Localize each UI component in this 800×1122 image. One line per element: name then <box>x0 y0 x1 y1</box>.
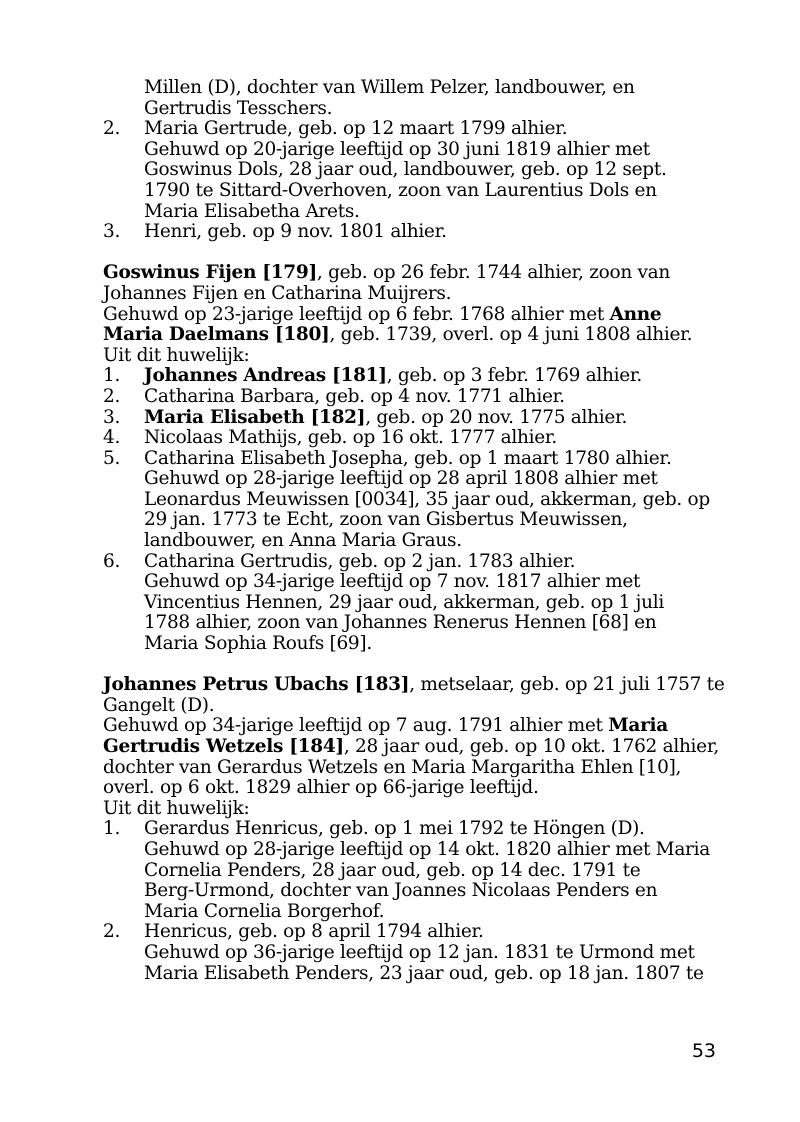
text-line: Catharina Elisabeth Josepha, geb. op 1 maart 1780 alhier. <box>144 447 672 469</box>
text-span: Gehuwd op 23-jarige leeftijd op 6 febr. 1768 alhier met <box>103 303 610 325</box>
child-item <box>103 119 703 222</box>
text-line: Berg-Urmond, dochter van Joannes Nicolaas Penders en <box>144 880 658 902</box>
child-item <box>103 428 703 449</box>
text-span: , geb. op 20 nov. 1775 alhier. <box>365 406 628 428</box>
marriage-children-heading: Uit dit huwelijk: <box>103 344 250 366</box>
text-line: Catharina Barbara, geb. op 4 nov. 1771 alhier. <box>144 385 565 407</box>
text-line: Maria Cornelia Borgerhof. <box>144 900 385 922</box>
child-item <box>103 408 703 429</box>
text-line: Catharina Gertrudis, geb. op 2 jan. 1783 alhier. <box>144 550 576 572</box>
text-line: 1788 alhier, zoon van Johannes Renerus Hennen [68] en <box>144 612 657 634</box>
text-span: , metselaar, geb. op 21 juli 1757 te <box>409 674 725 696</box>
child-item <box>103 366 703 387</box>
child-item <box>103 922 703 984</box>
item-number: 2. <box>103 385 121 407</box>
text-line: Gehuwd op 36-jarige leeftijd op 12 jan. 1831 te Urmond met <box>144 941 695 963</box>
text-line: Gehuwd op 28-jarige leeftijd op 28 april 1808 alhier met <box>144 468 658 490</box>
text-line: Gehuwd op 34-jarige leeftijd op 7 nov. 1817 alhier met <box>144 571 641 593</box>
text-line: Gerardus Henricus, geb. op 1 mei 1792 te Höngen (D). <box>144 818 645 840</box>
text-line: Henri, geb. op 9 nov. 1801 alhier. <box>144 221 447 243</box>
person-entry-goswinus <box>103 262 710 655</box>
item-number: 2. <box>103 118 121 140</box>
text-span: , geb. op 26 febr. 1744 alhier, zoon van <box>316 262 671 284</box>
child-name: Johannes Andreas [181] <box>144 365 387 387</box>
text-span: , geb. 1739, overl. op 4 juni 1808 alhier. <box>329 324 693 346</box>
item-number: 3. <box>103 221 121 243</box>
continued-entry <box>103 78 703 119</box>
text-line: Nicolaas Mathijs, geb. op 16 okt. 1777 alhier. <box>144 427 557 449</box>
spouse-name: Gertrudis Wetzels [184] <box>103 736 344 757</box>
person-entry-johannes <box>103 674 725 984</box>
text-line: Maria Elisabetha Arets. <box>144 200 360 222</box>
spouse-name: Anne <box>609 303 662 325</box>
text-line: Leonardus Meuwissen [0034], 35 jaar oud, akkerman, geb. op <box>144 488 710 510</box>
text-line: Gertrudis Tesschers. <box>144 97 333 119</box>
child-name: Maria Elisabeth [182] <box>144 406 366 428</box>
text-line: Gehuwd op 20-jarige leeftijd op 30 juni 1819 alhier met <box>144 138 650 160</box>
text-line: Cornelia Penders, 28 jaar oud, geb. op 14 dec. 1791 te <box>144 859 641 881</box>
person-name: Goswinus Fijen [179] <box>103 262 317 284</box>
spouse-name: Maria Daelmans [180] <box>103 324 330 346</box>
text-span: , 28 jaar oud, geb. op 10 okt. 1762 alhier, <box>343 736 719 757</box>
text-line: overl. op 6 okt. 1829 alhier op 66-jarige leeftijd. <box>103 777 539 799</box>
item-number: 4. <box>103 427 121 449</box>
item-number: 6. <box>103 550 121 572</box>
item-number: 1. <box>103 818 121 840</box>
text-line: dochter van Gerardus Wetzels en Maria Margaritha Ehlen [10], <box>103 756 682 778</box>
spouse-name: Maria <box>608 715 668 737</box>
person-name: Johannes Petrus Ubachs [183] <box>103 674 410 696</box>
child-item <box>103 222 703 243</box>
text-line: Maria Gertrude, geb. op 12 maart 1799 alhier. <box>144 118 568 140</box>
item-number: 2. <box>103 921 121 943</box>
text-line: Maria Sophia Roufs [69]. <box>144 633 372 655</box>
page-number: 53 <box>691 1040 716 1062</box>
text-line: Maria Elisabeth Penders, 23 jaar oud, geb. op 18 jan. 1807 te <box>144 962 704 984</box>
child-item <box>103 387 703 408</box>
text-line: 1790 te Sittard-Overhoven, zoon van Laurentius Dols en <box>144 179 657 201</box>
text-span: Gehuwd op 34-jarige leeftijd op 7 aug. 1791 alhier met <box>103 715 609 737</box>
text-line: Goswinus Dols, 28 jaar oud, landbouwer, geb. op 12 sept. <box>144 159 667 181</box>
child-item <box>103 818 710 922</box>
text-line: Millen (D), dochter van Willem Pelzer, landbouwer, en <box>144 77 635 98</box>
item-number: 3. <box>103 406 121 428</box>
text-line: Gangelt (D). <box>103 694 215 716</box>
item-number: 5. <box>103 447 121 469</box>
text-line: 29 jan. 1773 te Echt, zoon van Gisbertus Meuwissen, <box>144 509 628 531</box>
text-span: , geb. op 3 febr. 1769 alhier. <box>386 365 642 387</box>
text-line: Gehuwd op 28-jarige leeftijd op 14 okt. 1820 alhier met Maria <box>144 838 710 860</box>
child-item <box>103 552 703 655</box>
marriage-children-heading: Uit dit huwelijk: <box>103 797 250 819</box>
text-line: landbouwer, en Anna Maria Graus. <box>144 530 462 552</box>
child-item <box>103 447 710 552</box>
text-line: Vincentius Hennen, 29 jaar oud, akkerman, geb. op 1 juli <box>144 591 664 613</box>
text-line: Henricus, geb. op 8 april 1794 alhier. <box>144 921 484 943</box>
text-line: Johannes Fijen en Catharina Muijrers. <box>103 282 452 304</box>
item-number: 1. <box>103 365 121 387</box>
page-body <box>103 77 725 984</box>
